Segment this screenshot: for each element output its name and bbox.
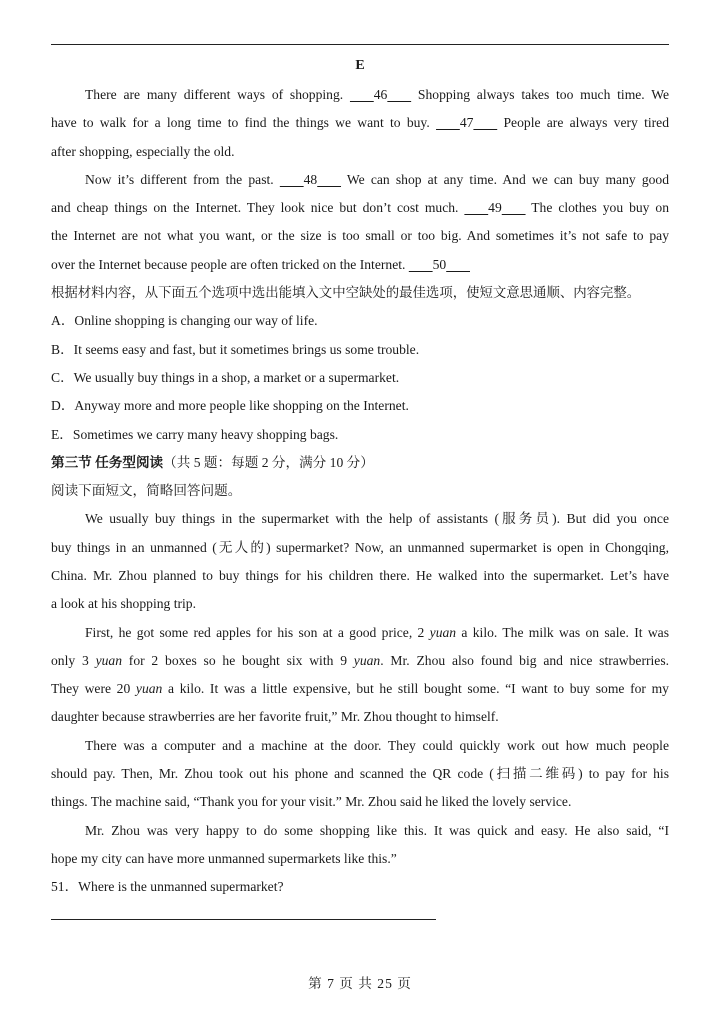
- blank-50: 50: [432, 257, 447, 272]
- section-3-heading: [51, 454, 669, 472]
- passage-e-line-7: over the Internet because people are often tricked on the Internet. 50: [51, 256, 669, 274]
- passage-line-13: hope my city can have more unmanned supermarkets like this.”: [51, 851, 397, 866]
- blank-48: 48: [303, 172, 318, 187]
- option-b: B．It seems easy and fast, but it sometimes brings us some trouble.: [51, 342, 420, 357]
- passage-line-3: China. Mr. Zhou planned to buy things for his children there. He walked into the supermarket. Let’s have: [51, 568, 669, 583]
- passage-e-line-2: have to walk for a long time to find the things we want to buy. 47 People are always very tired: [51, 115, 669, 130]
- section-3-title: 第三节 任务型阅读: [51, 455, 164, 470]
- blank-49: 49: [488, 200, 502, 215]
- passage-e-line-4: Now it’s different from the past. 48 We can shop at any time. And we can buy many good: [85, 172, 670, 187]
- option-a: A．Online shopping is changing our way of life.: [51, 313, 318, 328]
- passage-line-10: should pay. Then, Mr. Zhou took out his phone and scanned the QR code (扫描二维码) to pay for his: [51, 766, 669, 781]
- passage-line-8: daughter because strawberries are her favorite fruit,” Mr. Zhou thought to himself.: [51, 709, 499, 724]
- passage-line-12: Mr. Zhou was very happy to do some shopping like this. It was quick and easy. He also said, “I: [85, 823, 669, 838]
- option-d: D．Anyway more and more people like shopping on the Internet.: [51, 398, 409, 413]
- section-3-meta: （共 5 题：每题 2 分，满分 10 分）: [163, 455, 374, 470]
- blank-46: 46: [373, 87, 388, 102]
- section-letter: E: [355, 58, 365, 73]
- passage-line-2: buy things in an unmanned (无人的) supermarket? Now, an unmanned supermarket is open in Chongqing,: [51, 540, 669, 555]
- passage-e-line-5: and cheap things on the Internet. They look nice but don’t cost much. 49 The clothes you buy on: [51, 200, 669, 215]
- instruction-select-options: 根据材料内容，从下面五个选项中选出能填入文中空缺处的最佳选项，使短文意思通顺、内容完整。: [51, 285, 641, 300]
- page-footer: 第 7 页 共 25 页: [308, 976, 412, 991]
- option-c: C．We usually buy things in a shop, a market or a supermarket.: [51, 370, 400, 385]
- blank-47: 47: [459, 115, 474, 130]
- section-3-instruction: 阅读下面短文，简略回答问题。: [51, 483, 242, 498]
- passage-line-11: things. The machine said, “Thank you for your visit.” Mr. Zhou said he liked the lovely service.: [51, 794, 572, 809]
- passage-e-line-3: after shopping, especially the old.: [51, 144, 235, 159]
- passage-e-line-1: There are many different ways of shopping. 46 Shopping always takes too much time. We: [85, 87, 669, 102]
- passage-line-4: a look at his shopping trip.: [51, 596, 196, 611]
- passage-line-9: There was a computer and a machine at the door. They could quickly work out how much people: [85, 738, 669, 753]
- option-e: E．Sometimes we carry many heavy shopping bags.: [51, 427, 339, 442]
- question-51: 51．Where is the unmanned supermarket?: [51, 879, 284, 894]
- passage-line-7: They were 20 yuan a kilo. It was a little expensive, but he still bought some. “I want to buy some for my: [51, 681, 669, 696]
- passage-e-line-6: the Internet are not what you want, or the size is too small or too big. And sometimes it’s not safe to pay: [51, 228, 669, 243]
- passage-line-1: We usually buy things in the supermarket with the help of assistants (服务员). But did you once: [85, 511, 669, 526]
- passage-line-5: First, he got some red apples for his son at a good price, 2 yuan a kilo. The milk was on sale. It was: [85, 625, 669, 640]
- answer-line-51[interactable]: [51, 919, 436, 920]
- passage-line-6: only 3 yuan for 2 boxes so he bought six with 9 yuan. Mr. Zhou also found big and nice strawberries.: [51, 653, 670, 668]
- top-rule: [51, 44, 669, 45]
